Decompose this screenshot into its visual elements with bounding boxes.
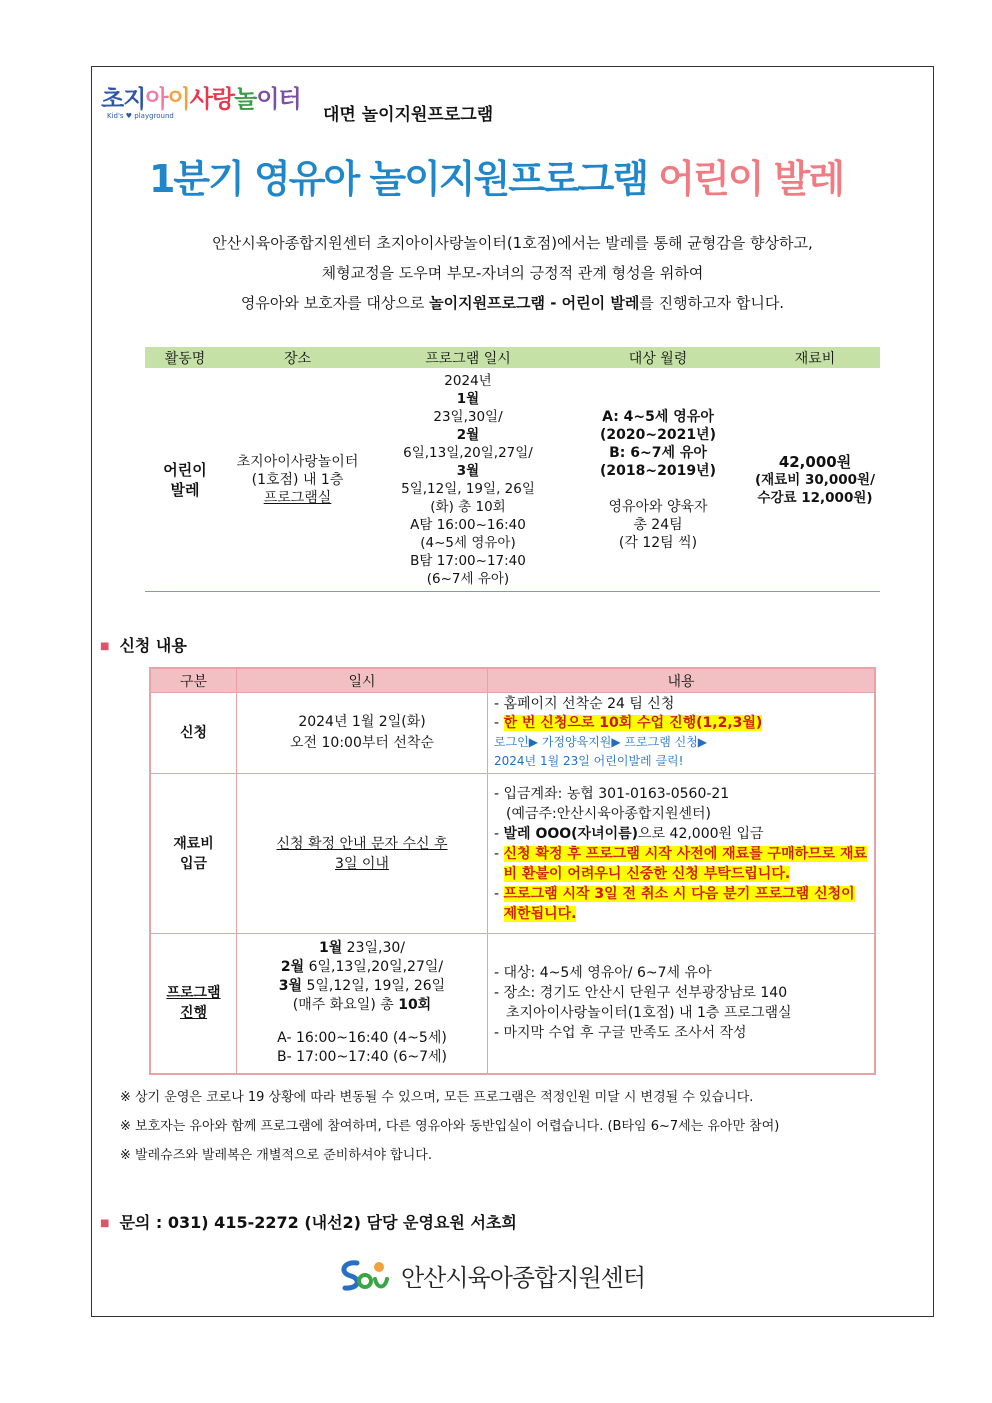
col-header: 장소	[225, 347, 370, 368]
text-line: 23일,30일/	[433, 408, 503, 425]
text-line	[494, 824, 868, 844]
text-segment: 23일,30/	[342, 940, 406, 957]
table-header-row	[145, 347, 880, 368]
col-header: 활동명	[145, 347, 225, 368]
col-header: 일시	[237, 668, 488, 693]
header-subtitle: 대면 놀이지원프로그램	[323, 105, 494, 125]
date-cell	[237, 693, 488, 774]
text-line: 입금	[179, 855, 208, 872]
text-line: - 홈페이지 선착순 24 팀 신청	[494, 696, 675, 712]
bold-text: 발레 OOO(자녀이름)	[503, 825, 639, 842]
logo-subtext: Kid's ♥ playground	[107, 112, 174, 120]
text-line: (각 12팀 씩)	[618, 534, 698, 551]
text-line: (예금주:안산시육아종합지원센터)	[506, 805, 711, 822]
playground-logo	[101, 86, 311, 126]
contact-text: 문의 : 031) 415-2272 (내선2) 담당 운영요원 서초희	[119, 1213, 517, 1232]
text-line: 1월	[456, 390, 480, 407]
title-highlight: 어린이 발레	[658, 157, 844, 201]
text-segment: 6일,13일,20일,27일/	[304, 959, 444, 976]
text-line: 영유아와 양육자	[608, 498, 708, 515]
content-cell	[488, 774, 876, 934]
table-row	[150, 934, 875, 1074]
activity-schedule	[370, 368, 566, 592]
table-row	[150, 693, 875, 774]
table-row	[145, 368, 880, 592]
activity-place	[225, 368, 370, 592]
highlighted-text: 한 번 신청으로 10회 수업 진행(1,2,3월)	[503, 715, 763, 731]
intro-program-name: 놀이지원프로그램 - 어린이 발레	[429, 294, 640, 312]
text-line: 재료비	[173, 835, 214, 852]
text-line: 6일,13일,20일,27일/	[403, 444, 533, 461]
text-line: 오전 10:00부터 선착순	[290, 735, 434, 751]
text-line: 어린이	[163, 460, 207, 479]
text-line: - 마지막 수업 후 구글 만족도 조사서 작성	[494, 1025, 747, 1042]
text-line: (4~5세 영유아)	[420, 534, 516, 551]
month-label: 1월	[318, 940, 343, 957]
text-line: 2024년 1월 2일(화)	[298, 714, 426, 730]
dash: -	[494, 885, 504, 902]
category-cell	[150, 934, 237, 1074]
col-header: 내용	[488, 668, 876, 693]
contact-info	[100, 1210, 517, 1233]
center-logo	[335, 1255, 645, 1295]
text-segment: 으로 42,000원 입금	[638, 825, 764, 842]
text-line: 총 24팀	[633, 516, 683, 533]
text-line: 프로그램	[166, 985, 221, 1002]
spacer	[243, 1015, 481, 1029]
nav-path-text: 2024년 1월 23일 어린이발레 클릭!	[494, 754, 684, 768]
activity-name	[145, 368, 225, 592]
text-line: (화) 총 10회	[430, 498, 506, 515]
table-row	[150, 774, 875, 934]
logo-part: 놀	[234, 85, 257, 113]
square-bullet-icon: ■	[100, 641, 110, 652]
logo-part: 아	[145, 85, 168, 113]
content-cell	[488, 693, 876, 774]
note-item: ※ 보호자는 유아와 함께 프로그램에 참여하며, 다른 영유아와 동반입실이 어렵습니다. (B타임 6~7세는 유아만 참여)	[120, 1119, 780, 1134]
text-line: (2020~2021년)	[600, 426, 716, 443]
text-segment: 5일,12일, 19일, 26일	[302, 978, 446, 995]
text-line: 프로그램실	[263, 489, 332, 506]
date-cell	[237, 774, 488, 934]
intro-line: 안산시육아종합지원센터 초지아이사랑놀이터(1호점)에서는 발레를 통해 균형감을 향상하고,	[212, 234, 813, 252]
text-line	[494, 884, 868, 924]
text-line: - 장소: 경기도 안산시 단원구 선부광장남로 140	[494, 985, 788, 1002]
center-org-name: 안산시육아종합지원센터	[401, 1263, 646, 1292]
text-line: B- 17:00~17:40 (6~7세)	[277, 1049, 447, 1066]
text-line: B탐 17:00~17:40	[410, 552, 526, 569]
highlighted-block	[504, 884, 868, 924]
dash: -	[494, 825, 504, 842]
col-header: 구분	[150, 668, 237, 693]
logo-part: 사랑	[189, 85, 235, 113]
highlighted-block	[504, 844, 868, 884]
text-line: - 입금계좌: 농협 301-0163-0560-21	[494, 785, 730, 802]
square-bullet-icon: ■	[100, 1218, 110, 1229]
month-label: 2월	[280, 959, 305, 976]
title-main: 1분기 영유아 놀이지원프로그램	[148, 157, 659, 201]
dash: -	[494, 715, 504, 731]
intro-text	[120, 228, 905, 318]
intro-line: 체형교정을 도우며 부모-자녀의 긍정적 관계 형성을 위하여	[321, 264, 704, 282]
intro-text-segment: 를 진행하고자 합니다.	[639, 294, 785, 312]
text-segment: (매주 화요일) 총	[292, 997, 399, 1014]
apply-section-heading	[100, 633, 187, 656]
center-emblem-icon	[335, 1255, 391, 1295]
intro-text-segment: 영유아와 보호자를 대상으로	[240, 294, 430, 312]
text-line	[494, 844, 868, 884]
col-header: 대상 월령	[566, 347, 750, 368]
logo-part: 이터	[256, 85, 301, 113]
page-title	[0, 155, 992, 203]
activity-fee	[750, 368, 880, 592]
category-cell	[150, 774, 237, 934]
text-line	[243, 939, 481, 958]
spacer	[566, 480, 750, 498]
text-line: (6~7세 유아)	[426, 570, 510, 587]
text-line: 수강료 12,000원)	[757, 489, 873, 506]
text-line: 2024년	[444, 372, 492, 389]
highlighted-text: 신청 확정 후 프로그램 시작 사전에 재료를 구매하므로 재료비 환불이 어려우니 신중한 신청 부탁드립니다.	[503, 845, 868, 882]
text-line: 5일,12일, 19일, 26일	[401, 480, 535, 497]
text-line: A탐 16:00~16:40	[410, 516, 526, 533]
text-line: - 대상: 4~5세 영유아/ 6~7세 유아	[494, 965, 712, 982]
text-line	[243, 977, 481, 996]
text-line: 발레	[170, 480, 200, 499]
program-info-table	[145, 347, 880, 592]
dash: -	[494, 845, 504, 862]
text-line	[243, 958, 481, 977]
intro-line	[120, 288, 905, 318]
apply-info-table	[149, 667, 876, 1075]
text-line: 3월	[456, 462, 480, 479]
text-line: A: 4~5세 영유아	[602, 408, 714, 425]
text-line	[494, 714, 868, 733]
text-line: B: 6~7세 유아	[609, 444, 707, 461]
note-item: ※ 발레슈즈와 발레복은 개별적으로 준비하셔야 합니다.	[120, 1148, 432, 1163]
note-item: ※ 상기 운영은 코로나 19 상황에 따라 변동될 수 있으며, 모든 프로그램은 적정인원 미달 시 변경될 수 있습니다.	[120, 1090, 754, 1105]
text-line: 42,000원	[778, 452, 852, 471]
logo-part: 초지	[101, 85, 146, 113]
section-heading-text: 신청 내용	[119, 636, 187, 655]
nav-path-text: 로그인▶ 가정양육지원▶ 프로그램 신청▶	[494, 735, 708, 749]
activity-target	[566, 368, 750, 592]
text-line: 3일 이내	[335, 855, 389, 872]
text-line: 초지아이사랑놀이터	[236, 453, 359, 470]
text-line: 2월	[456, 426, 480, 443]
text-line: (재료비 30,000원/	[754, 471, 876, 488]
col-header: 프로그램 일시	[370, 347, 566, 368]
highlighted-text: 프로그램 시작 3일 전 취소 시 다음 분기 프로그램 신청이 제한됩니다.	[503, 885, 855, 922]
col-header: 재료비	[750, 347, 880, 368]
logo-wordmark	[101, 86, 311, 112]
text-line: 신청 확정 안내 문자 수신 후	[276, 835, 448, 852]
bold-text: 10회	[398, 997, 432, 1014]
logo-part: 이	[167, 85, 190, 113]
text-line: A- 16:00~16:40 (4~5세)	[277, 1030, 447, 1047]
notes-list	[120, 1083, 779, 1170]
category-cell: 신청	[150, 693, 237, 774]
text-line: (1호점) 내 1층	[251, 471, 344, 488]
month-label: 3월	[278, 978, 303, 995]
text-line: 초지아이사랑놀이터(1호점) 내 1층 프로그램실	[506, 1005, 792, 1022]
text-line	[243, 996, 481, 1015]
date-cell	[237, 934, 488, 1074]
table-header-row	[150, 668, 875, 693]
text-line: 진행	[179, 1005, 208, 1022]
text-line: (2018~2019년)	[600, 462, 716, 479]
content-cell	[488, 934, 876, 1074]
